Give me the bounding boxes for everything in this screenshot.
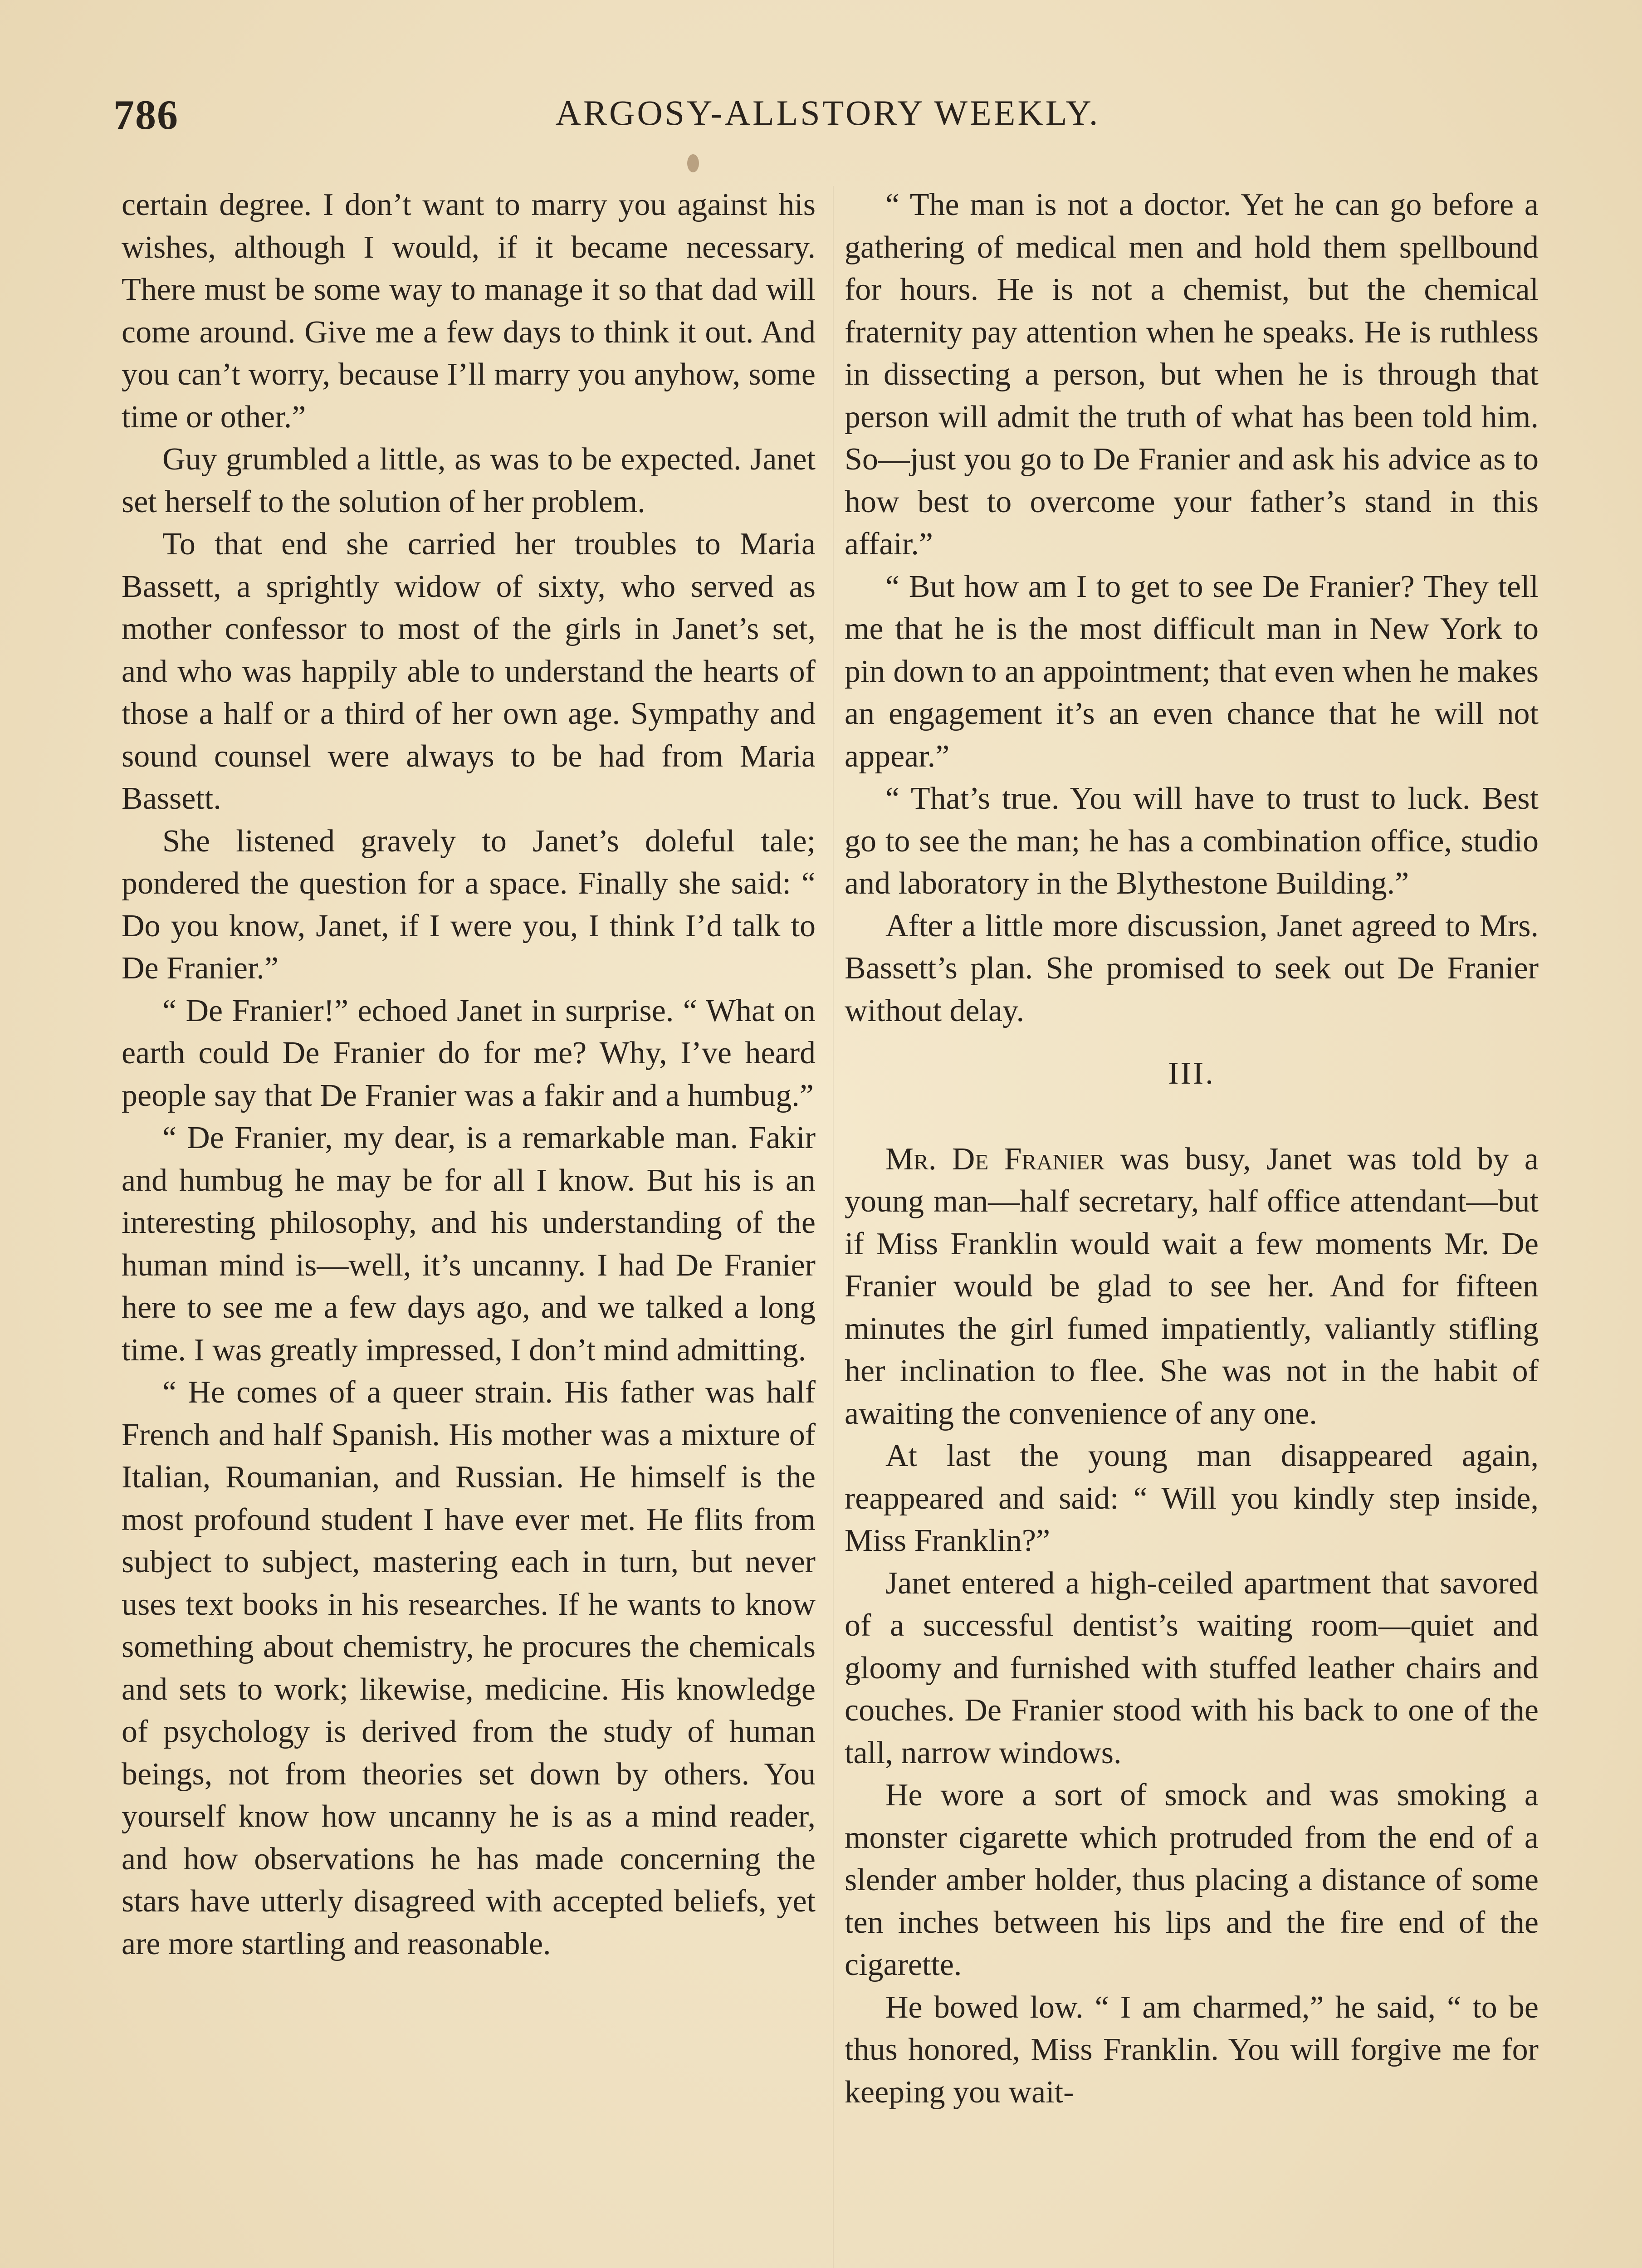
running-title: ARGOSY-ALLSTORY WEEKLY. — [555, 93, 1100, 132]
paragraph: He bowed low. “ I am charmed,” he said, “ to be thus honored, Miss Franklin. You will forgive me for keeping you wait- — [845, 1989, 1539, 2110]
left-column — [122, 184, 816, 1965]
paragraph: “ He comes of a queer strain. His father was half French and half Spanish. His mother was a mixture of Italian, Roumanian, and Russian. He himself is the most profound student I have ever met. He flits from subject to subject, mastering each in turn, but never uses text books in his researches. If he wants to know something about chemistry, he procures the chemicals and sets to work; likewise, medicine. His knowledge of psychology is derived from the study of human beings, not from theories set down by others. You yourself know how uncanny he is as a mind reader, and how observations he has made concerning the stars have utterly disagreed with accepted beliefs, yet are more startling and reasonable. — [122, 1375, 816, 1961]
paragraph: “ De Franier!” echoed Janet in surprise. “ What on earth could De Franier do for me? Why, I’ve heard people say that De Franier was a fakir and a humbug.” — [122, 993, 816, 1113]
paragraph: Janet entered a high-ceiled apartment that savored of a successful dentist’s waiting room—quiet and gloomy and furnished with stuffed leather chairs and couches. De Franier stood with his back to one of the tall, narrow windows. — [845, 1565, 1539, 1770]
paragraph: “ But how am I to get to see De Franier? They tell me that he is the most difficult man in New York to pin down to an appointment; that even when he makes an engagement it’s an even chance that he will not appear.” — [845, 569, 1539, 774]
section-opening-paragraph — [845, 1138, 1539, 1435]
paragraph: Guy grumbled a little, as was to be expected. Janet set herself to the solution of her problem. — [122, 442, 816, 519]
paragraph: After a little more discussion, Janet agreed to Mrs. Bassett’s plan. She promised to seek out De Franier without delay. — [845, 908, 1539, 1028]
opening-small-caps: Mr. De Franier — [885, 1141, 1104, 1177]
paragraph: “ That’s true. You will have to trust to luck. Best go to see the man; he has a combination office, studio and laboratory in the Blythestone Building.” — [845, 781, 1539, 901]
paragraph: To that end she carried her troubles to Maria Bassett, a sprightly widow of sixty, who served as mother confessor to most of the girls in Janet’s set, and who was happily able to understand the hearts of those a half or a third of her own age. Sympathy and sound counsel were always to be had from Maria Bassett. — [122, 527, 816, 816]
page-header — [113, 91, 1542, 150]
paragraph: He wore a sort of smock and was smoking a monster cigarette which protruded from the end of a slender amber holder, thus placing a distance of some ten inches between his lips and the fire end of the cigarette. — [845, 1778, 1539, 1982]
paragraph: certain degree. I don’t want to marry you against his wishes, although I would, if it became necessary. There must be some way to manage it so that dad will come around. Give me a few days to think it out. And you can’t worry, because I’ll marry you anyhow, some time or other.” — [122, 187, 816, 435]
paragraph: “ The man is not a doctor. Yet he can go before a gathering of medical men and hold them spellbound for hours. He is not a chemist, but the chemical fraternity pay attention when he speaks. He is ruthless in dissecting a person, but when he is through that person will admit the truth of what has been told him. So—just you go to De Franier and ask his advice as to how best to overcome your father’s stand in this affair.” — [845, 187, 1539, 562]
paragraph: She listened gravely to Janet’s doleful tale; pondered the question for a space. Finally she said: “ Do you know, Janet, if I were you, I think I’d talk to De Franier.” — [122, 823, 816, 986]
ink-smudge — [687, 154, 699, 172]
paragraph: At last the young man disappeared again, reappeared and said: “ Will you kindly step inside, Miss Franklin?” — [845, 1438, 1539, 1558]
page-number: 786 — [113, 92, 179, 138]
right-column — [845, 184, 1539, 2113]
opening-text: was busy, Janet was told by a young man—half secretary, half office attendant—but if Miss Franklin would wait a few moments Mr. De Franier would be glad to see her. And for fifteen minutes the girl fumed impatiently, valiantly stifling her inclination to flee. She was not in the habit of awaiting the convenience of any one. — [845, 1141, 1539, 1431]
paragraph: “ De Franier, my dear, is a remarkable man. Fakir and humbug he may be for all I know. But his is an interesting philosophy, and his understanding of the human mind is—well, it’s uncanny. I had De Franier here to see me a few days ago, and we talked a long time. I was greatly impressed, I don’t mind admitting. — [122, 1120, 816, 1368]
section-number: III. — [1168, 1056, 1215, 1091]
column-gutter — [833, 186, 834, 2268]
